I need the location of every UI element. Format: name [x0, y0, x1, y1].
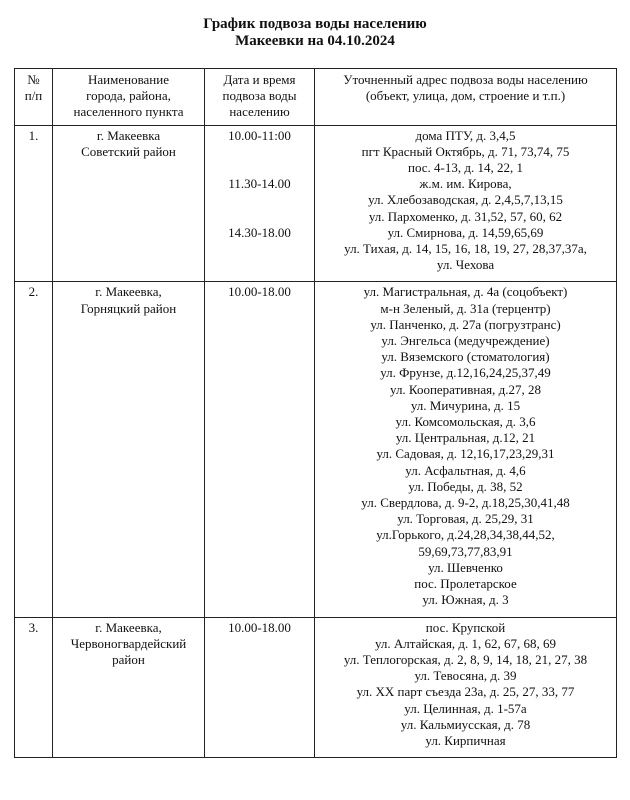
row-time	[205, 125, 315, 282]
row-addresses	[315, 125, 617, 282]
row-number: 1.	[15, 125, 53, 282]
time-slot: 10.00-18.00	[228, 619, 291, 635]
address-line: ул. Комсомольская, д. 3,6	[395, 414, 536, 430]
address-line: ул. Пархоменко, д. 31,52, 57, 60, 62	[368, 208, 563, 224]
address-line: ул. Центральная, д.12, 21	[395, 430, 536, 446]
address-line: ул. Вяземского (стоматология)	[381, 349, 550, 365]
time-slot: 10.00-18.00	[228, 284, 291, 300]
address-line: ул. Победы, д. 38, 52	[408, 478, 523, 494]
address-line: ул. Садовая, д. 12,16,17,23,29,31	[376, 446, 555, 462]
header-address: Уточненный адрес подвоза воды населению (объект, улица, дом, строение и т.п.)	[315, 69, 617, 126]
address-line: ул. Теплогорская, д. 2, 8, 9, 14, 18, 21, 27, 38	[343, 651, 588, 667]
row-city: г. Макеевка, Червоногвардейский район	[53, 617, 205, 758]
address-line: ул.Горького, д.24,28,34,38,44,52,	[376, 527, 555, 543]
address-line: ул. Панченко, д. 27а (погрузтранс)	[370, 316, 561, 332]
row-time	[205, 282, 315, 617]
address-line: 59,69,73,77,83,91	[418, 543, 513, 559]
address-line: ж.м. им. Кирова,	[419, 176, 512, 192]
address-line: ул. Чехова	[436, 257, 495, 273]
time-slot: 10.00-11:00	[228, 127, 291, 143]
table-header-row	[15, 69, 617, 126]
address-line: ул. Алтайская, д. 1, 62, 67, 68, 69	[374, 635, 557, 651]
address-line: ул. Торговая, д. 25,29, 31	[397, 511, 534, 527]
header-city: Наименование города, района, населенного пункта	[53, 69, 205, 126]
table-row	[15, 617, 617, 758]
table-row	[15, 125, 617, 282]
address-line: ул. Южная, д. 3	[422, 592, 509, 608]
address-line: дома ПТУ, д. 3,4,5	[415, 127, 516, 143]
address-line: ул. Шевченко	[428, 559, 503, 575]
address-line: пос. Пролетарское	[414, 576, 517, 592]
address-line: ул. Тихая, д. 14, 15, 16, 18, 19, 27, 28,37,37а,	[344, 241, 587, 257]
header-time: Дата и время подвоза воды населению	[205, 69, 315, 126]
address-line: ул. Мичурина, д. 15	[410, 397, 521, 413]
row-number: 3.	[15, 617, 53, 758]
address-line: ул. Свердлова, д. 9-2, д.18,25,30,41,48	[361, 495, 570, 511]
document-title	[0, 16, 630, 50]
address-line: ул. XX парт съезда 23а, д. 25, 27, 33, 77	[356, 684, 575, 700]
address-line: ул. Энгельса (медучреждение)	[381, 333, 550, 349]
address-line: ул. Магистральная, д. 4а (соцобъект)	[363, 284, 568, 300]
address-line: м-н Зеленый, д. 31а (терцентр)	[380, 300, 551, 316]
address-line: пгт Красный Октябрь, д. 71, 73,74, 75	[361, 143, 570, 159]
header-num: № п/п	[15, 69, 53, 126]
time-slot: 14.30-18.00	[228, 224, 291, 240]
address-line: ул. Асфальтная, д. 4,6	[405, 462, 526, 478]
address-line: пос. Крупской	[425, 619, 506, 635]
row-addresses	[315, 617, 617, 758]
row-city: г. Макеевка, Горняцкий район	[53, 282, 205, 617]
row-time	[205, 617, 315, 758]
time-slot: 11.30-14.00	[228, 176, 291, 192]
table-row	[15, 282, 617, 617]
title-line-2: Макеевки на 04.10.2024	[235, 33, 395, 49]
address-line: ул. Кирпичная	[425, 732, 506, 748]
address-line: ул. Хлебозаводская, д. 2,4,5,7,13,15	[368, 192, 563, 208]
address-line: ул. Кальмиусская, д. 78	[400, 716, 531, 732]
row-addresses	[315, 282, 617, 617]
row-number: 2.	[15, 282, 53, 617]
address-line: ул. Фрунзе, д.12,16,24,25,37,49	[380, 365, 551, 381]
address-line: ул. Кооперативная, д.27, 28	[390, 381, 541, 397]
title-line-1: График подвоза воды населению	[203, 16, 427, 32]
address-line: ул. Целинная, д. 1-57а	[404, 700, 527, 716]
water-schedule-table	[14, 68, 617, 758]
address-line: ул. Тевосяна, д. 39	[414, 668, 517, 684]
address-line: ул. Смирнова, д. 14,59,65,69	[387, 224, 544, 240]
address-line: пос. 4-13, д. 14, 22, 1	[408, 160, 523, 176]
row-city: г. Макеевка Советский район	[53, 125, 205, 282]
